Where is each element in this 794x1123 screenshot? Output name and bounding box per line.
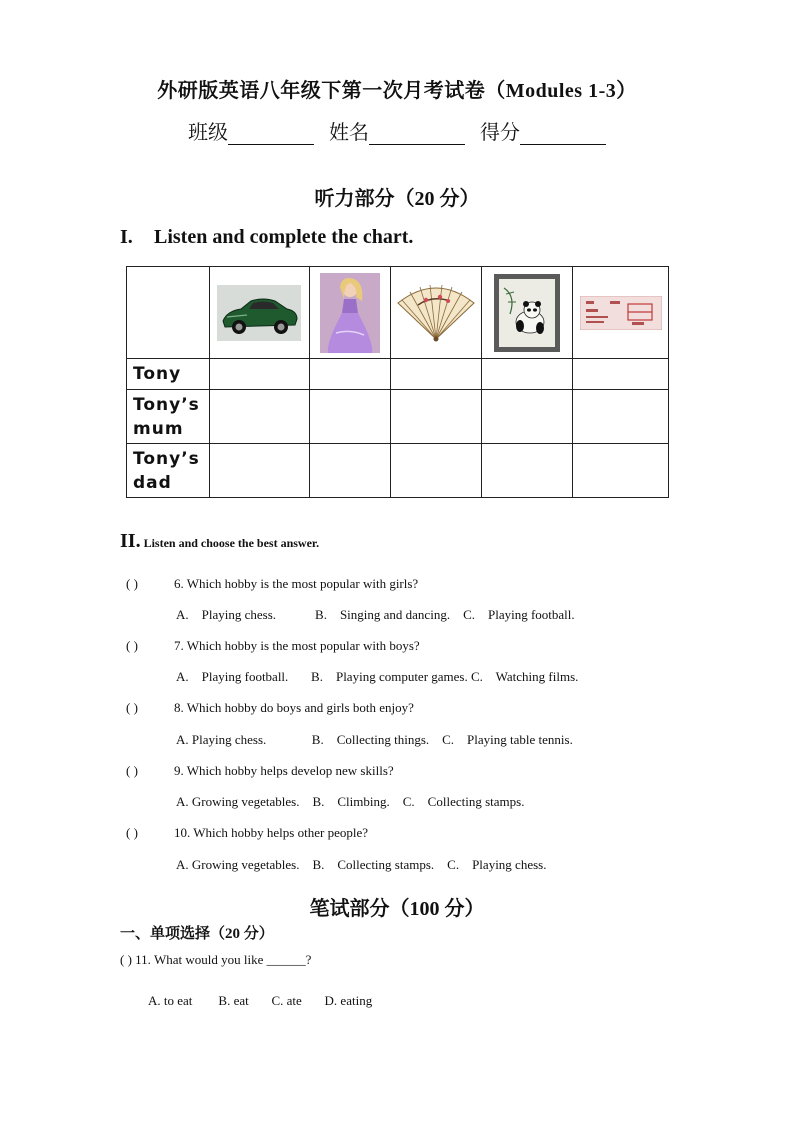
chart-answer-cell[interactable]: [391, 359, 482, 390]
part2-number: II.: [120, 530, 141, 552]
question-6-options: A. Playing chess. B. Singing and dancing. C. Playing football.: [176, 607, 575, 622]
question-text: 10. Which hobby helps other people?: [174, 825, 368, 840]
chart-picture-cell: [309, 267, 391, 359]
part1-heading: [120, 226, 413, 249]
chart-answer-cell[interactable]: [482, 359, 573, 390]
chart-answer-cell[interactable]: [573, 390, 669, 444]
chart-answer-cell[interactable]: [573, 359, 669, 390]
chart-answer-cell[interactable]: [209, 359, 309, 390]
chart-answer-cell[interactable]: [309, 390, 391, 444]
question-text: 7. Which hobby is the most popular with boys?: [174, 638, 420, 653]
question-8: [126, 700, 414, 716]
part2-heading: [120, 530, 319, 553]
question-9-options: A. Growing vegetables. B. Climbing. C. Collecting stamps.: [176, 794, 525, 809]
chart-answer-cell[interactable]: [391, 444, 482, 498]
chart-row-label: Tony’s dad: [127, 444, 210, 498]
score-label: 得分: [480, 122, 520, 144]
chart-picture-cell: [482, 267, 573, 359]
answer-paren[interactable]: ( ): [126, 825, 138, 840]
chart-row: [127, 444, 669, 498]
panda-painting-picture: [494, 274, 560, 352]
chart-corner-cell: [127, 267, 210, 359]
score-blank[interactable]: [520, 124, 606, 145]
class-blank[interactable]: [228, 124, 314, 145]
question-7-options: A. Playing football. B. Playing computer games. C. Watching films.: [176, 669, 579, 684]
question-10: [126, 825, 368, 841]
question-text: 8. Which hobby do boys and girls both enjoy?: [174, 700, 414, 715]
chart-answer-cell[interactable]: [482, 444, 573, 498]
chart-picture-row: [127, 267, 669, 359]
chart-answer-cell[interactable]: [209, 444, 309, 498]
question-11: ( ) 11. What would you like ______?: [120, 952, 312, 967]
chart-row: [127, 390, 669, 444]
doll-picture: [320, 273, 380, 353]
question-10-options: A. Growing vegetables. B. Collecting stamps. C. Playing chess.: [176, 857, 547, 872]
student-info-line: [0, 116, 794, 145]
chart-row-label: Tony: [127, 359, 210, 390]
question-text: 9. Which hobby helps develop new skills?: [174, 763, 394, 778]
chart-answer-cell[interactable]: [309, 444, 391, 498]
chart-answer-cell[interactable]: [309, 359, 391, 390]
ticket-picture: [580, 296, 662, 330]
writing-heading: 笔试部分（100 分）: [309, 898, 485, 920]
question-6: [126, 576, 418, 592]
chart-answer-cell[interactable]: [209, 390, 309, 444]
chart-answer-cell[interactable]: [391, 390, 482, 444]
chart-row: [127, 359, 669, 390]
section-1-heading: 一、单项选择（20 分）: [120, 926, 274, 942]
chart-picture-cell: [391, 267, 482, 359]
name-blank[interactable]: [369, 124, 465, 145]
answer-paren[interactable]: ( ): [126, 700, 138, 715]
answer-paren[interactable]: ( ): [126, 763, 138, 778]
answer-paren[interactable]: ( ): [126, 576, 138, 591]
chart-answer-cell[interactable]: [482, 390, 573, 444]
chart-answer-cell[interactable]: [573, 444, 669, 498]
class-label: 班级: [188, 122, 228, 144]
exam-title: 外研版英语八年级下第一次月考试卷（Modules 1-3）: [157, 80, 637, 102]
car-picture: [217, 285, 301, 341]
question-9: [126, 763, 394, 779]
chart-row-label: Tony’s mum: [127, 390, 210, 444]
part1-number: I.: [120, 226, 133, 248]
listening-chart: [126, 266, 669, 498]
fan-picture: [396, 281, 476, 345]
question-text: 6. Which hobby is the most popular with girls?: [174, 576, 419, 591]
answer-paren[interactable]: ( ): [126, 638, 138, 653]
question-8-options: A. Playing chess. B. Collecting things. C. Playing table tennis.: [176, 732, 573, 747]
chart-picture-cell: [573, 267, 669, 359]
listening-heading: 听力部分（20 分）: [314, 188, 480, 210]
question-11-options: A. to eat B. eat C. ate D. eating: [148, 993, 373, 1008]
part1-instruction: Listen and complete the chart.: [154, 226, 414, 248]
name-label: 姓名: [329, 122, 369, 144]
question-7: [126, 638, 420, 654]
chart-picture-cell: [209, 267, 309, 359]
part2-instruction: Listen and choose the best answer.: [143, 536, 320, 550]
